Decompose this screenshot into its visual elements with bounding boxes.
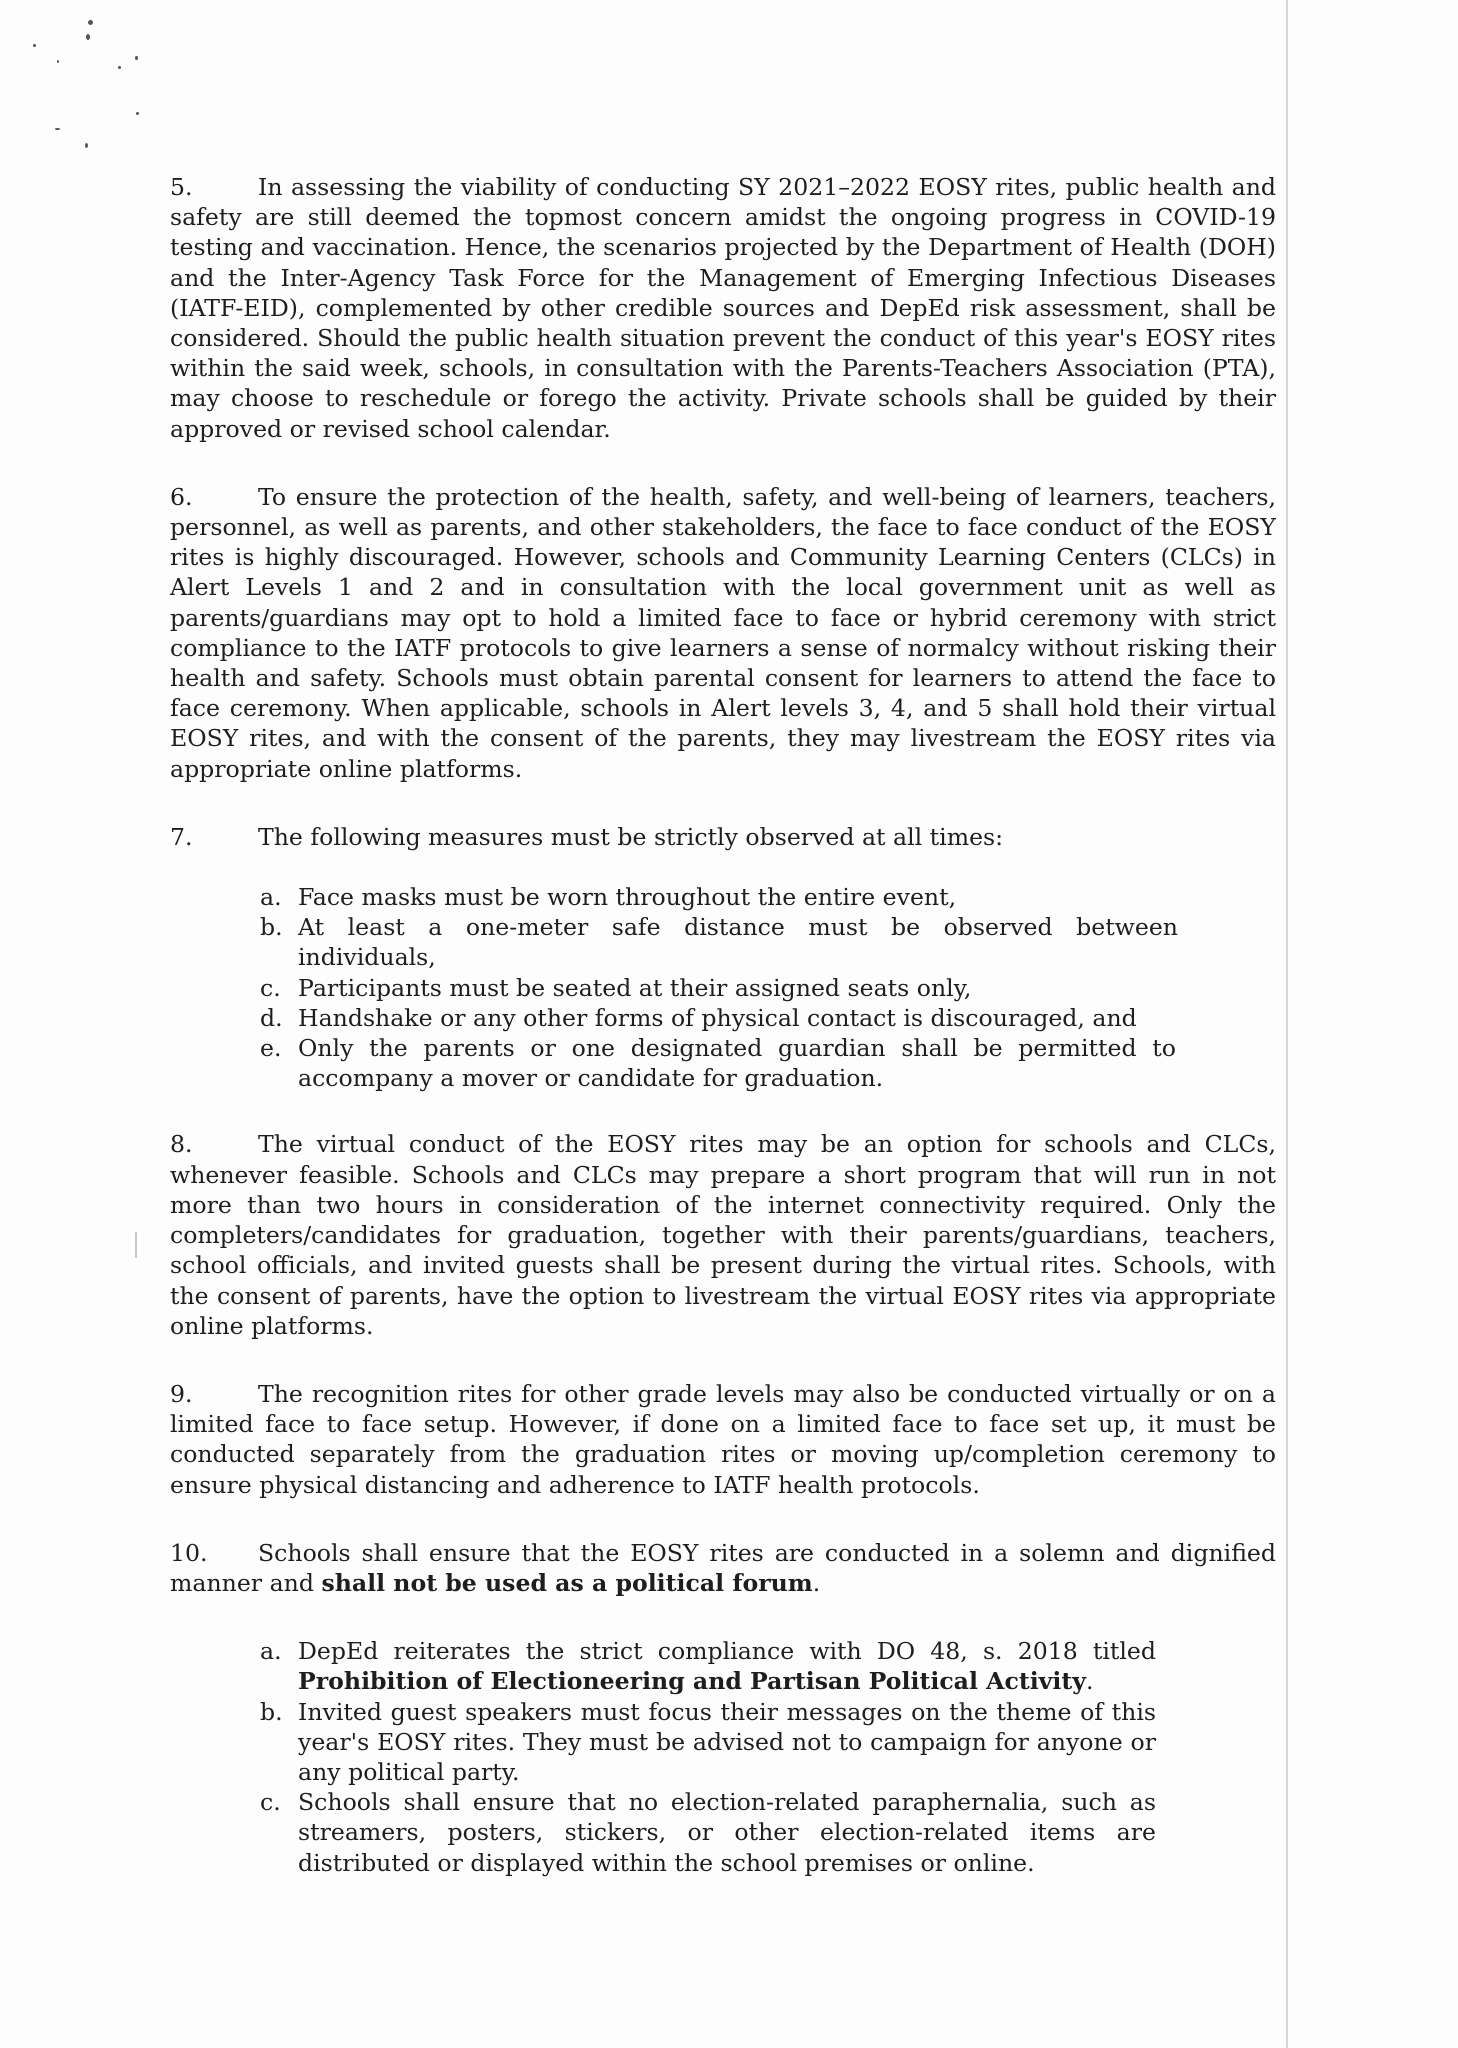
paragraph-text: To ensure the protection of the health, safety, and well-being of learners, teachers, personnel, as well as parents, and other stakeholders, the face to face conduct of the EOSY rites is highly discouraged. However, schools and Community Learning Centers (CLCs) in Alert Levels 1 and 2 and in consultation with the local government unit as well as parents/guardians may opt to hold a limited face to face or hybrid ceremony with strict compliance to the IATF protocols to give learners a sense of normalcy without risking their health and safety. Schools must obtain parental consent for learners to attend the face to face ceremony. When applicable, schools in Alert levels 3, 4, and 5 shall hold their virtual EOSY rites, and with the consent of the parents, they may livestream the EOSY rites via appropriate online platforms. — [170, 482, 1276, 783]
paragraph-number: 10. — [170, 1538, 208, 1567]
list-item-bold-text: Prohibition of Electioneering and Partisan Political Activity — [298, 1667, 1086, 1696]
paragraph-number: 6. — [170, 482, 193, 511]
paragraph-number: 5. — [170, 173, 193, 201]
paragraph-text: The recognition rites for other grade levels may also be conducted virtually or on a limited face to face setup. However, if done on a limited face to face set up, it must be conducted separately from the graduation rites or moving up/completion ceremony to ensure physical distancing and adherence to IATF health protocols. — [170, 1379, 1276, 1499]
list-item — [260, 1787, 1276, 1878]
list-item-text: Participants must be seated at their assigned seats only, — [298, 973, 972, 1002]
list-item — [260, 1033, 1276, 1093]
paragraph-text: The virtual conduct of the EOSY rites may be an option for schools and CLCs, whenever feasible. Schools and CLCs may prepare a short program that will run in not more than two hours in consideration of the internet connectivity required. Only the completers/candidates for graduation, together with their parents/guardians, teachers, school officials, and invited guests shall be present during the virtual rites. Schools, with the consent of parents, have the option to livestream the virtual EOSY rites via appropriate online platforms. — [170, 1130, 1276, 1340]
paragraph-text: Schools shall ensure that the EOSY rites are conducted in a solemn and dignified manner and — [170, 1538, 1276, 1597]
paragraph-9 — [170, 1379, 1276, 1500]
paragraph-text-end: . — [812, 1568, 821, 1597]
list-item-text: Only the parents or one designated guardian shall be permitted to accompany a mover or candidate for graduation. — [298, 1034, 1176, 1093]
paragraph-bold-text: shall not be used as a political forum — [321, 1568, 813, 1597]
scan-speck — [135, 56, 138, 60]
scan-speck — [136, 112, 139, 115]
scan-speck — [85, 143, 88, 148]
document-body — [170, 172, 1276, 1914]
list-item-label: a. — [260, 883, 282, 912]
list-item-label: b. — [260, 913, 283, 942]
scan-edge-line — [135, 1232, 137, 1258]
scan-speck — [57, 60, 59, 63]
paragraph-7 — [170, 822, 1276, 852]
scan-speck — [86, 34, 90, 40]
list-item-text-start: DepEd reiterates the strict compliance with DO 48, s. 2018 titled — [298, 1637, 1156, 1666]
paragraph-number: 7. — [170, 822, 193, 851]
list-item-label: c. — [260, 973, 281, 1002]
measures-list — [170, 882, 1276, 1093]
list-item-label: e. — [260, 1034, 282, 1063]
scan-speck — [33, 44, 36, 47]
paragraph-number: 9. — [170, 1379, 193, 1408]
list-item-text: Invited guest speakers must focus their messages on the theme of this year's EOSY rites. They must be advised not to campaign for anyone or any political party. — [298, 1697, 1156, 1786]
list-item-label: b. — [260, 1697, 283, 1726]
paragraph-number: 8. — [170, 1130, 193, 1159]
list-item — [260, 882, 1276, 912]
list-item-label: a. — [260, 1637, 282, 1666]
list-item — [260, 1697, 1276, 1788]
list-item — [260, 1636, 1276, 1696]
list-item-text: At least a one-meter safe distance must be observed between individuals, — [298, 913, 1178, 972]
list-item-text: Schools shall ensure that no election-related paraphernalia, such as streamers, posters, stickers, or other election-related items are distributed or displayed within the school premises or online. — [298, 1788, 1156, 1877]
paragraph-text: The following measures must be strictly observed at all times: — [258, 822, 1004, 851]
scan-speck — [118, 66, 121, 69]
scan-speck — [55, 128, 60, 130]
paragraph-8 — [170, 1129, 1276, 1340]
paragraph-10 — [170, 1538, 1276, 1598]
paragraph-6 — [170, 482, 1276, 784]
list-item — [260, 973, 1276, 1003]
list-item-text-end: . — [1085, 1667, 1094, 1696]
paragraph-5 — [170, 172, 1276, 444]
scan-edge-line — [1286, 0, 1288, 2048]
list-item-label: d. — [260, 1003, 283, 1032]
list-item — [260, 912, 1276, 972]
list-item-text: Face masks must be worn throughout the entire event, — [298, 883, 957, 912]
list-item — [260, 1003, 1276, 1033]
paragraph-text: In assessing the viability of conducting SY 2021–2022 EOSY rites, public health and safety are still deemed the topmost concern amidst the ongoing progress in COVID-19 testing and vaccination. Hence, the scenarios projected by the Department of Health (DOH) and the Inter-Agency Task Force for the Management of Emerging Infectious Diseases (IATF-EID), complemented by other credible sources and DepEd risk assessment, shall be considered. Should the public health situation prevent the conduct of this year's EOSY rites within the said week, schools, in consultation with the Parents-Teachers Association (PTA), may choose to reschedule or forego the activity. Private schools shall be guided by their approved or revised school calendar. — [170, 173, 1276, 443]
list-item-label: c. — [260, 1788, 281, 1817]
scan-speck — [88, 20, 93, 25]
list-item-text — [298, 1636, 1156, 1696]
list-item-text: Handshake or any other forms of physical contact is discouraged, and — [298, 1003, 1137, 1032]
political-forum-list — [170, 1636, 1276, 1878]
